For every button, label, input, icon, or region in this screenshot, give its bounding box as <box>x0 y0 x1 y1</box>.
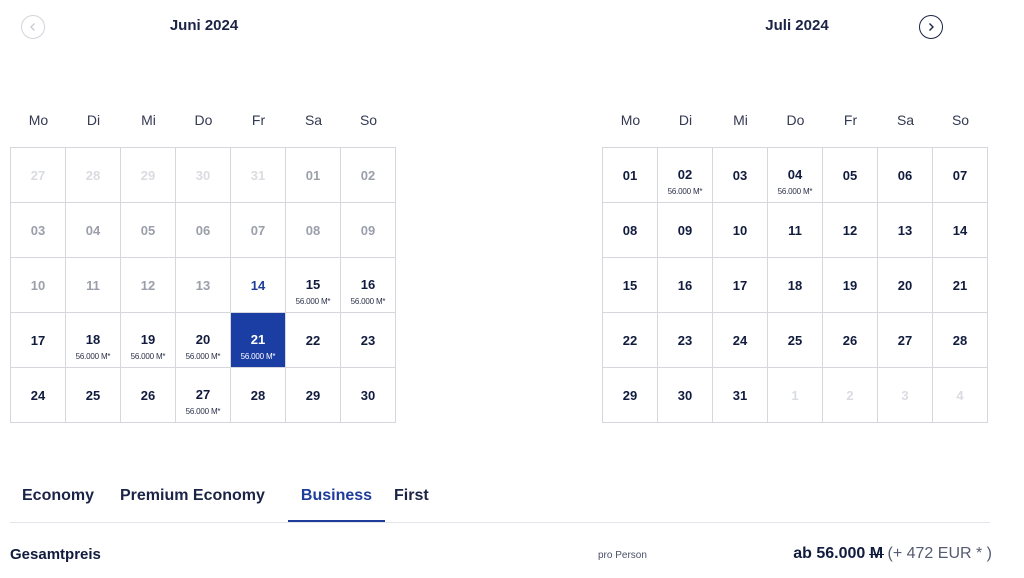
day-number: 12 <box>842 223 858 238</box>
day-cell[interactable] <box>341 368 396 423</box>
day-number: 01 <box>622 168 638 183</box>
day-cell[interactable] <box>286 313 341 368</box>
day-cell[interactable] <box>878 203 933 258</box>
day-price: 56.000 M* <box>75 352 111 361</box>
day-cell <box>11 203 66 258</box>
day-number: 20 <box>897 278 913 293</box>
day-number: 31 <box>732 388 748 403</box>
day-cell[interactable] <box>823 258 878 313</box>
day-price: 56.000 M* <box>130 352 166 361</box>
weekday-header-july <box>603 112 988 128</box>
day-cell[interactable] <box>231 368 286 423</box>
day-cell <box>176 148 231 203</box>
day-cell <box>121 148 176 203</box>
day-cell[interactable] <box>878 148 933 203</box>
day-number: 13 <box>897 223 913 238</box>
day-cell[interactable] <box>66 368 121 423</box>
day-price: 56.000 M* <box>185 352 221 361</box>
day-number: 28 <box>952 333 968 348</box>
next-month-button[interactable] <box>919 15 943 39</box>
chevron-left-icon <box>28 22 38 32</box>
weekday-header-june <box>11 112 396 128</box>
day-cell[interactable] <box>341 258 396 313</box>
day-number: 25 <box>787 333 803 348</box>
weekday-label: Di <box>86 112 101 128</box>
day-number: 15 <box>305 277 321 292</box>
day-number: 08 <box>305 223 321 238</box>
weekday-label: Fr <box>843 112 858 128</box>
weekday-label: Sa <box>896 112 915 128</box>
day-cell[interactable] <box>11 313 66 368</box>
day-number: 14 <box>250 278 266 293</box>
day-cell <box>66 203 121 258</box>
day-cell[interactable] <box>658 148 713 203</box>
day-number: 15 <box>622 278 638 293</box>
day-number: 16 <box>360 277 376 292</box>
day-cell <box>66 148 121 203</box>
day-number: 10 <box>732 223 748 238</box>
day-cell[interactable] <box>658 368 713 423</box>
day-cell[interactable] <box>341 313 396 368</box>
day-number: 27 <box>30 168 46 183</box>
cabin-class-tabs <box>10 482 990 523</box>
day-number: 20 <box>195 332 211 347</box>
day-number: 28 <box>85 168 101 183</box>
day-number: 18 <box>85 332 101 347</box>
day-number: 13 <box>195 278 211 293</box>
day-number: 02 <box>677 167 693 182</box>
total-price <box>793 545 992 563</box>
day-number: 08 <box>622 223 638 238</box>
day-number: 03 <box>732 168 748 183</box>
day-cell[interactable] <box>933 203 988 258</box>
day-number: 02 <box>360 168 376 183</box>
day-cell[interactable] <box>176 313 231 368</box>
day-number: 04 <box>787 167 803 182</box>
month-title-june: Juni 2024 <box>169 17 239 34</box>
day-cell[interactable] <box>286 368 341 423</box>
weekday-label: Di <box>678 112 693 128</box>
day-cell <box>823 368 878 423</box>
day-number: 05 <box>140 223 156 238</box>
day-number: 26 <box>140 388 156 403</box>
day-cell <box>286 203 341 258</box>
day-cell[interactable] <box>121 313 176 368</box>
day-number: 22 <box>305 333 321 348</box>
weekday-label: Do <box>786 112 805 128</box>
day-number: 31 <box>250 168 266 183</box>
day-cell[interactable] <box>823 203 878 258</box>
day-cell[interactable] <box>768 203 823 258</box>
day-number: 4 <box>956 388 964 403</box>
day-cell <box>341 148 396 203</box>
day-cell[interactable] <box>231 258 286 313</box>
day-price: 56.000 M* <box>295 297 331 306</box>
day-number: 24 <box>30 388 46 403</box>
day-cell[interactable] <box>878 258 933 313</box>
weekday-label: Mo <box>28 112 49 128</box>
day-cell <box>286 148 341 203</box>
day-number: 06 <box>195 223 211 238</box>
day-cell[interactable] <box>878 313 933 368</box>
price-miles: ab 56.000 <box>793 545 866 562</box>
weekday-label: Fr <box>251 112 266 128</box>
day-cell[interactable] <box>713 148 768 203</box>
day-number: 28 <box>250 388 266 403</box>
day-price: 56.000 M* <box>185 407 221 416</box>
day-cell[interactable] <box>768 148 823 203</box>
day-number: 01 <box>305 168 321 183</box>
day-number: 19 <box>140 332 156 347</box>
day-price: 56.000 M* <box>667 187 703 196</box>
calendar-grid-june <box>10 147 396 423</box>
day-number: 09 <box>360 223 376 238</box>
day-cell[interactable] <box>713 258 768 313</box>
day-number: 24 <box>732 333 748 348</box>
weekday-label: So <box>951 112 970 128</box>
day-cell[interactable] <box>658 313 713 368</box>
day-cell[interactable] <box>933 258 988 313</box>
day-number: 29 <box>622 388 638 403</box>
weekday-label: Mo <box>620 112 641 128</box>
day-number: 07 <box>952 168 968 183</box>
day-cell <box>231 148 286 203</box>
day-cell[interactable] <box>823 148 878 203</box>
day-cell[interactable] <box>66 313 121 368</box>
chevron-right-icon <box>926 22 936 32</box>
weekday-label: Mi <box>733 112 748 128</box>
day-number: 11 <box>788 223 802 238</box>
day-cell[interactable] <box>176 368 231 423</box>
day-number: 12 <box>140 278 156 293</box>
total-price-label: Gesamtpreis <box>10 546 101 563</box>
day-cell[interactable] <box>603 148 658 203</box>
day-price: 56.000 M* <box>240 352 276 361</box>
day-cell[interactable] <box>823 313 878 368</box>
day-number: 06 <box>897 168 913 183</box>
day-cell[interactable] <box>231 313 286 368</box>
day-cell[interactable] <box>933 313 988 368</box>
day-number: 05 <box>842 168 858 183</box>
day-number: 30 <box>195 168 211 183</box>
day-number: 17 <box>30 333 46 348</box>
tab-business[interactable]: Business <box>288 482 385 522</box>
per-person-label: pro Person <box>598 550 647 561</box>
day-cell[interactable] <box>603 203 658 258</box>
day-cell <box>11 148 66 203</box>
day-number: 09 <box>677 223 693 238</box>
day-cell <box>933 368 988 423</box>
day-cell[interactable] <box>768 313 823 368</box>
day-number: 10 <box>30 278 46 293</box>
miles-icon: M <box>869 545 884 562</box>
day-cell[interactable] <box>658 203 713 258</box>
price-surcharge: (+ 472 EUR * ) <box>887 545 992 562</box>
day-price: 56.000 M* <box>350 297 386 306</box>
day-cell <box>66 258 121 313</box>
day-number: 27 <box>195 387 211 402</box>
day-number: 21 <box>952 278 968 293</box>
day-cell <box>176 203 231 258</box>
day-cell[interactable] <box>713 368 768 423</box>
day-number: 16 <box>677 278 693 293</box>
month-title-july: Juli 2024 <box>765 17 829 34</box>
day-cell[interactable] <box>121 368 176 423</box>
weekday-label: Mi <box>141 112 156 128</box>
day-number: 21 <box>250 332 266 347</box>
day-number: 18 <box>787 278 803 293</box>
day-number: 14 <box>952 223 968 238</box>
day-number: 29 <box>305 388 321 403</box>
day-number: 22 <box>622 333 638 348</box>
prev-month-button[interactable] <box>21 15 45 39</box>
day-cell <box>121 258 176 313</box>
tab-first[interactable]: First <box>394 487 429 504</box>
day-cell[interactable] <box>286 258 341 313</box>
day-cell[interactable] <box>603 313 658 368</box>
day-cell[interactable] <box>713 203 768 258</box>
tab-economy[interactable]: Economy <box>22 487 95 504</box>
day-number: 04 <box>85 223 101 238</box>
day-number: 30 <box>677 388 693 403</box>
day-cell <box>176 258 231 313</box>
day-cell <box>341 203 396 258</box>
day-cell[interactable] <box>713 313 768 368</box>
day-number: 29 <box>140 168 156 183</box>
day-number: 19 <box>842 278 858 293</box>
day-cell <box>121 203 176 258</box>
day-cell[interactable] <box>603 368 658 423</box>
day-cell[interactable] <box>933 148 988 203</box>
day-number: 07 <box>250 223 266 238</box>
day-cell <box>11 258 66 313</box>
tab-premium-economy[interactable]: Premium Economy <box>120 487 265 504</box>
day-cell[interactable] <box>11 368 66 423</box>
day-cell <box>231 203 286 258</box>
day-number: 17 <box>732 278 748 293</box>
day-cell[interactable] <box>603 258 658 313</box>
day-cell[interactable] <box>658 258 713 313</box>
day-number: 3 <box>901 388 909 403</box>
day-number: 26 <box>842 333 858 348</box>
day-number: 23 <box>360 333 376 348</box>
day-number: 25 <box>85 388 101 403</box>
weekday-label: Do <box>194 112 213 128</box>
weekday-label: So <box>359 112 378 128</box>
weekday-label: Sa <box>304 112 323 128</box>
day-number: 11 <box>86 278 100 293</box>
day-number: 27 <box>897 333 913 348</box>
day-number: 1 <box>791 388 799 403</box>
day-number: 2 <box>846 388 854 403</box>
day-cell[interactable] <box>768 258 823 313</box>
day-number: 30 <box>360 388 376 403</box>
calendar-grid-july <box>602 147 988 423</box>
day-price: 56.000 M* <box>777 187 813 196</box>
day-cell <box>768 368 823 423</box>
day-number: 03 <box>30 223 46 238</box>
day-number: 23 <box>677 333 693 348</box>
day-cell <box>878 368 933 423</box>
